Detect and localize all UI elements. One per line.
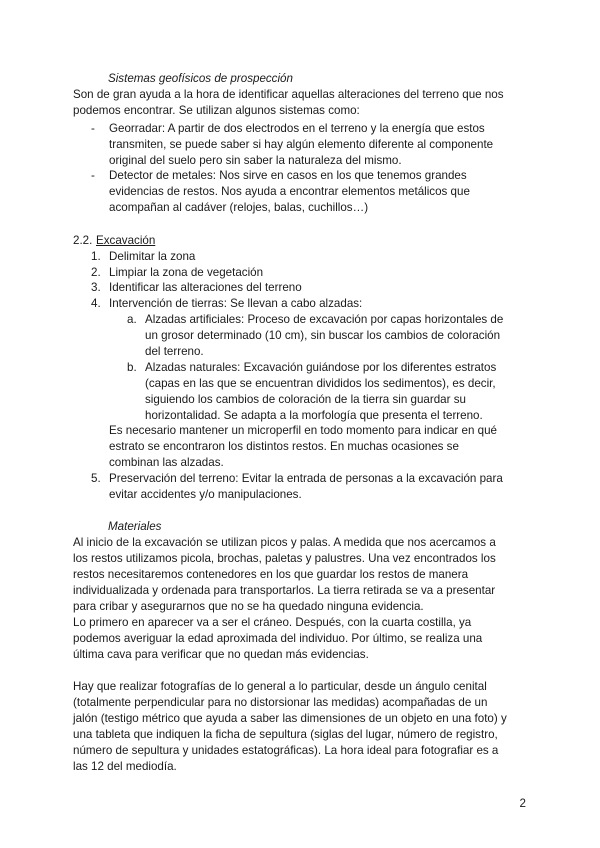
step-text: Delimitar la zona (109, 250, 196, 263)
paragraph-line: número de sepultura y unidades estatográficas). La hora ideal para fotografiar es a (73, 744, 499, 757)
bullet-marker: - (91, 169, 95, 182)
paragraph-line: Hay que realizar fotografías de lo general a lo particular, desde un ángulo cenital (73, 680, 487, 693)
geophysics-intro-line: podemos encontrar. Se utilizan algunos sistemas como: (73, 104, 360, 117)
bullet-line: Georradar: A partir de dos electrodos en el terreno y la energía que estos (109, 122, 485, 135)
materials-heading: Materiales (108, 520, 162, 533)
paragraph-line: Lo primero en aparecer va a ser el cráneo. Después, con la cuarta costilla, ya (73, 616, 472, 629)
paragraph-line: una tableta que indiquen la ficha de sepultura (siglas del lugar, número de registro, (73, 728, 498, 741)
substep-marker: a. (127, 313, 137, 326)
paragraph-line: para cribar y asegurarnos que no se ha quedado ninguna evidencia. (73, 600, 424, 613)
geophysics-intro-line: Son de gran ayuda a la hora de identificar aquellas alteraciones del terreno que nos (73, 88, 504, 101)
step-text: Intervención de tierras: Se llevan a cabo alzadas: (109, 297, 363, 310)
step-text: Limpiar la zona de vegetación (109, 266, 264, 279)
substep-line: del terreno. (145, 345, 204, 358)
substep-line: Alzadas artificiales: Proceso de excavación por capas horizontales de (145, 313, 504, 326)
substep-line: siguiendo los cambios de coloración de la tierra sin guardar su (145, 393, 466, 406)
geophysics-heading: Sistemas geofísicos de prospección (108, 72, 293, 85)
step-text: evitar accidentes y/o manipulaciones. (109, 488, 302, 501)
step-marker: 1. (91, 250, 101, 263)
substep-line: horizontalidad. Se adapta a la morfología que presenta el terreno. (145, 409, 483, 422)
paragraph-line: restos necesitaremos contenedores en los que guardar los restos de manera (73, 568, 469, 581)
substep-line: (capas en las que se encuentran divididos los sedimentos), es decir, (145, 377, 496, 390)
bullet-line: acompañan al cadáver (relojes, balas, cuchillos…) (109, 201, 369, 214)
paragraph-line: jalón (testigo métrico que ayuda a saber las dimensiones de un objeto en una foto) y (73, 712, 507, 725)
bullet-line: evidencias de restos. Nos ayuda a encontrar elementos metálicos que (109, 185, 470, 198)
bullet-marker: - (91, 122, 95, 135)
bullet-line: original del suelo pero sin saber la naturaleza del mismo. (109, 154, 402, 167)
bullet-line: transmiten, se puede saber si hay algún elemento diferente al componente (109, 138, 494, 151)
step-marker: 2. (91, 266, 101, 279)
paragraph-line: Al inicio de la excavación se utilizan picos y palas. A medida que nos acercamos a (73, 536, 496, 549)
substep-marker: b. (127, 361, 137, 374)
substep-line: Alzadas naturales: Excavación guiándose por los diferentes estratos (145, 361, 497, 374)
paragraph-line: las 12 del mediodía. (73, 760, 177, 773)
substep-line: un grosor determinado (10 cm), sin buscar los cambios de coloración (145, 329, 501, 342)
paragraph-line: (totalmente perpendicular para no distorsionar las medidas) acompañadas de un (73, 696, 488, 709)
bullet-line: Detector de metales: Nos sirve en casos en los que tenemos grandes (109, 169, 467, 182)
note-line: Es necesario mantener un microperfil en todo momento para indicar en qué (109, 424, 497, 437)
section-title: Excavación (96, 234, 156, 247)
paragraph-line: podemos averiguar la edad aproximada del individuo. Por último, se realiza una (73, 632, 483, 645)
note-line: combinan las alzadas. (109, 456, 224, 469)
step-text: Preservación del terreno: Evitar la entrada de personas a la excavación para (109, 472, 503, 485)
paragraph-line: última cava para verificar que no quedan más evidencias. (73, 648, 369, 661)
paragraph-line: individualizada y ordenada para transportarlos. La tierra retirada se va a presentar (73, 584, 496, 597)
step-text: Identificar las alteraciones del terreno (109, 281, 302, 294)
note-line: estrato se encontraron los distintos restos. En muchas ocasiones se (109, 440, 459, 453)
paragraph-line: los restos utilizamos picola, brochas, paletas y palustres. Una vez encontrados los (73, 552, 496, 565)
page-number: 2 (519, 797, 526, 810)
step-marker: 4. (91, 297, 101, 310)
step-marker: 5. (91, 472, 101, 485)
step-marker: 3. (91, 281, 101, 294)
section-number: 2.2. (73, 234, 93, 247)
